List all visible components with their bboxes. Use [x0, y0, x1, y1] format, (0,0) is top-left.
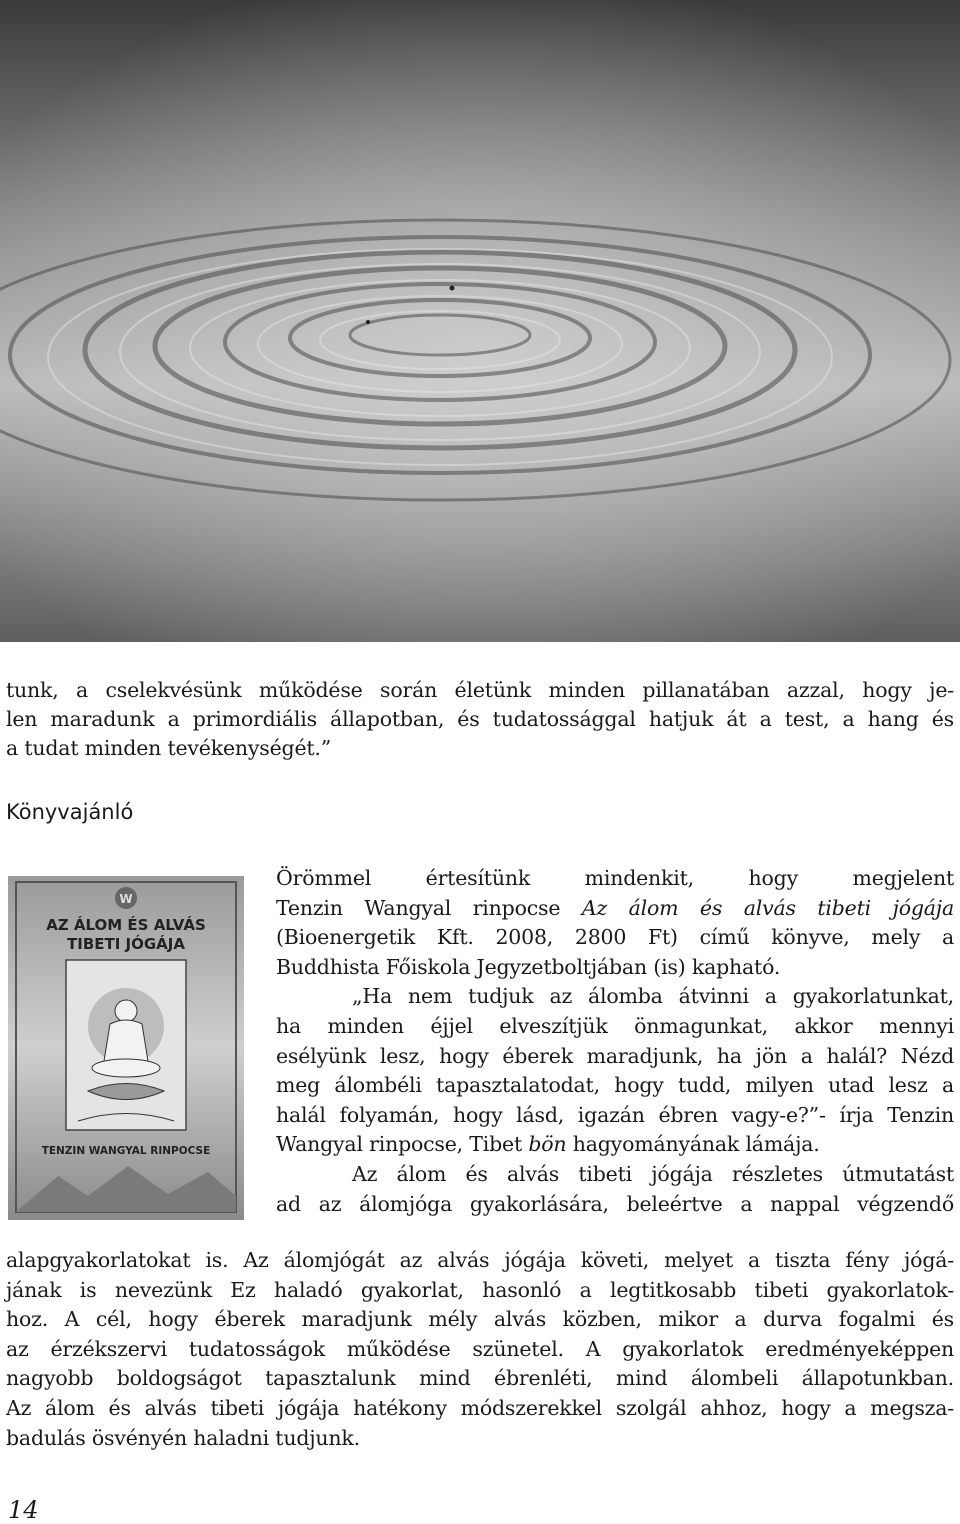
quote-line-2: ha minden éjjel elveszítjük önmagunkat, akkor mennyi	[276, 1013, 954, 1038]
section-title: Könyvajánló	[6, 800, 134, 824]
review-line-3: (Bioenergetik Kft. 2008, 2800 Ft) című könyve, mely a	[276, 925, 954, 950]
intro-line-1: tunk, a cselekvésünk működése során életünk minden pillanatában azzal, hogy je-	[6, 678, 954, 702]
cover-author: TENZIN WANGYAL RINPOCSE	[41, 1145, 211, 1157]
bottom-line-4: az érzékszervi tudatosságok működése szünetel. A gyakorlatok eredményeképpen	[6, 1336, 954, 1361]
quote-line-6-post: hagyományának lámája.	[566, 1132, 820, 1157]
bottom-line-5: nagyobb boldogságot tapasztalunk mind ébrenléti, mind álombeli állapotunkban.	[6, 1366, 954, 1391]
book-review-right-column	[276, 864, 954, 1219]
bottom-line-6: Az álom és alvás tibeti jógája hatékony módszerekkel szolgál ahhoz, hogy a megsza-	[6, 1395, 954, 1420]
quote-line-6	[276, 1130, 954, 1160]
intro-line-3: a tudat minden tevékenységét.”	[6, 736, 332, 761]
book-cover-image	[8, 876, 244, 1220]
cover-logo-letter: W	[119, 892, 133, 906]
review-line-2	[276, 894, 954, 924]
book-review-bottom	[6, 1246, 954, 1453]
paragraph2-line-1: Az álom és alvás tibeti jógája részletes útmutatást	[352, 1161, 954, 1186]
intro-paragraph	[6, 676, 954, 764]
review-line-4: Buddhista Főiskola Jegyzetboltjában (is) kapható.	[276, 954, 781, 979]
quote-line-1: „Ha nem tudjuk az álomba átvinni a gyakorlatunkat,	[352, 984, 954, 1009]
paragraph2-line-2: ad az álomjóga gyakorlására, beleértve a nappal végzendő	[276, 1191, 954, 1216]
water-ripple-photo	[0, 0, 960, 642]
quote-line-6-pre: Wangyal rinpocse, Tibet	[276, 1132, 529, 1157]
review-line-1: Örömmel értesítünk mindenkit, hogy megjelent	[276, 866, 954, 890]
quote-line-5: halál folyamán, hogy lásd, igazán ébren vagy-e?”- írja Tenzin	[276, 1102, 954, 1127]
bottom-line-3: hoz. A cél, hogy éberek maradjunk mély alvás közben, mikor a durva fogalmi és	[6, 1307, 954, 1332]
bottom-line-1: alapgyakorlatokat is. Az álomjógát az alvás jógája követi, melyet a tiszta fény jógá-	[6, 1248, 954, 1272]
intro-line-2: len maradunk a primordiális állapotban, és tudatossággal hatjuk át a test, a hang és	[6, 707, 954, 732]
cover-title-line-1: AZ ÁLOM ÉS ALVÁS	[46, 916, 206, 934]
bon-term: bön	[528, 1132, 567, 1157]
quote-line-4: meg álombéli tapasztalatodat, hogy tudd, milyen utad lesz a	[276, 1073, 954, 1098]
bottom-line-7: badulás ösvényén haladni tudjunk.	[6, 1425, 360, 1450]
quote-line-3: esélyünk lesz, hogy éberek maradjunk, ha jön a halál? Nézd	[276, 1043, 954, 1068]
review-line-2-text: Tenzin Wangyal rinpocse	[276, 895, 582, 920]
page-number: 14	[8, 1496, 39, 1524]
book-title: Az álom és alvás tibeti jógája	[581, 895, 954, 920]
cover-title-line-2: TIBETI JÓGÁJA	[67, 935, 185, 953]
bottom-line-2: jának is nevezünk Ez haladó gyakorlat, hasonló a legtitkosabb tibeti gyakorlatok-	[6, 1277, 954, 1302]
